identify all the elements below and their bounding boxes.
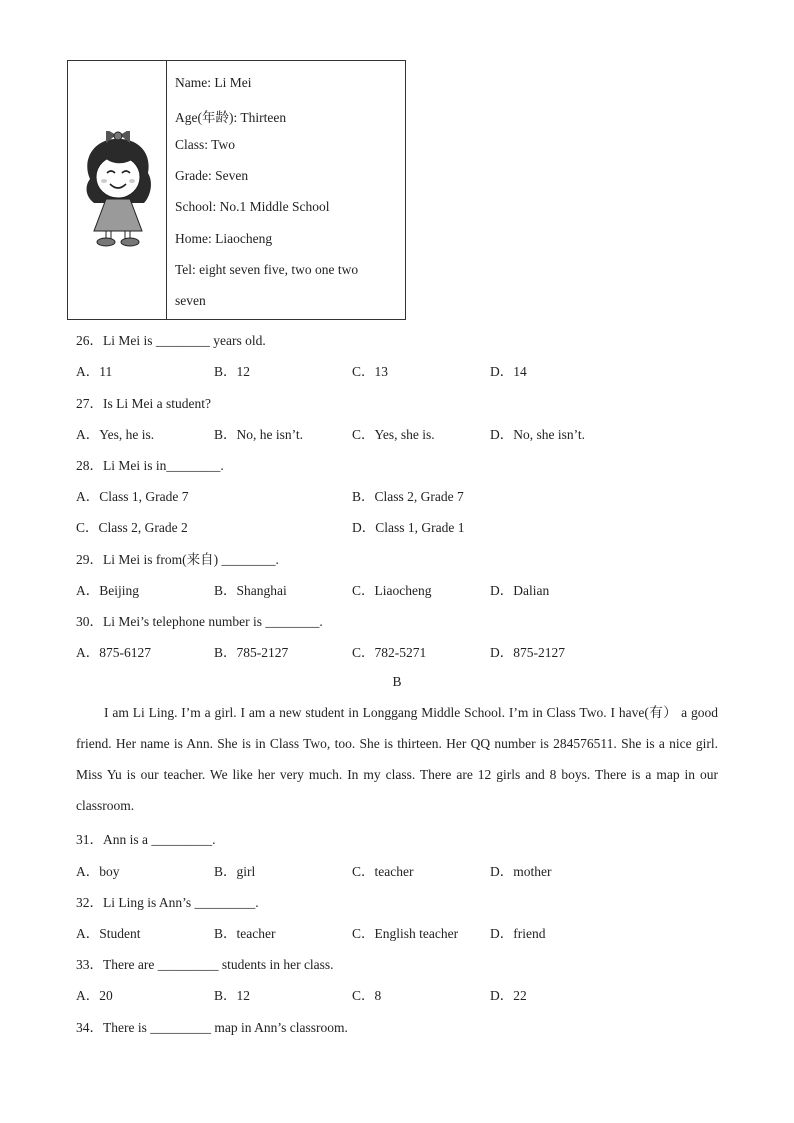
option-q27-b[interactable]: B．No, he isn’t. (214, 427, 304, 442)
option-q31-b[interactable]: B．girl (214, 864, 256, 879)
option-q33-b[interactable]: B．12 (214, 988, 251, 1003)
option-q27-a[interactable]: A．Yes, he is. (76, 427, 155, 442)
option-q27-c[interactable]: C．Yes, she is. (352, 427, 435, 442)
option-q32-c[interactable]: C．English teacher (352, 926, 459, 941)
girl-cartoon-icon (76, 131, 160, 249)
option-q32-a[interactable]: A．Student (76, 926, 141, 941)
option-q26-a[interactable]: A．11 (76, 364, 113, 379)
option-q31-c[interactable]: C．teacher (352, 864, 414, 879)
profile-info-line: Name: Li Mei (175, 75, 252, 90)
option-q32-b[interactable]: B．teacher (214, 926, 276, 941)
option-q31-d[interactable]: D．mother (490, 864, 552, 879)
option-q26-d[interactable]: D．14 (490, 364, 527, 379)
option-q30-a[interactable]: A．875-6127 (76, 645, 151, 660)
profile-info-line: Age(年龄): Thirteen (175, 110, 287, 125)
option-q29-b[interactable]: B．Shanghai (214, 583, 287, 598)
option-q28-d[interactable]: D．Class 1, Grade 1 (352, 520, 465, 535)
profile-info-line: School: No.1 Middle School (175, 199, 330, 214)
question-q32: 32．Li Ling is Ann’s _________. (76, 895, 259, 910)
option-q29-d[interactable]: D．Dalian (490, 583, 550, 598)
option-q27-d[interactable]: D．No, she isn’t. (490, 427, 586, 442)
option-q30-b[interactable]: B．785-2127 (214, 645, 289, 660)
option-q33-c[interactable]: C．8 (352, 988, 382, 1003)
profile-card (67, 60, 406, 320)
question-q33: 33．There are _________ students in her class. (76, 957, 334, 972)
option-q30-c[interactable]: C．782-5271 (352, 645, 427, 660)
option-q26-b[interactable]: B．12 (214, 364, 251, 379)
option-q32-d[interactable]: D．friend (490, 926, 546, 941)
question-q29: 29．Li Mei is from(来自) ________. (76, 552, 279, 567)
option-q28-b[interactable]: B．Class 2, Grade 7 (352, 489, 464, 504)
option-q31-a[interactable]: A．boy (76, 864, 120, 879)
question-q31: 31．Ann is a _________. (76, 832, 216, 847)
section-b-label: B (392, 674, 402, 689)
option-q28-a[interactable]: A．Class 1, Grade 7 (76, 489, 189, 504)
profile-info-line: Home: Liaocheng (175, 231, 273, 246)
question-q30: 30．Li Mei’s telephone number is ________. (76, 614, 323, 629)
profile-info-line: Grade: Seven (175, 168, 249, 183)
option-q33-d[interactable]: D．22 (490, 988, 527, 1003)
option-q30-d[interactable]: D．875-2127 (490, 645, 565, 660)
question-q28: 28．Li Mei is in________. (76, 458, 224, 473)
section-b-paragraph: I am Li Ling. I’m a girl. I am a new student in Longgang Middle School. I’m in Class Two. I have(有） a good friend. Her name is Ann. She is in Class Two, too. She is thirteen. Her QQ number is 284576511. She is a nice girl. Miss Yu is our teacher. We like her very much. In my class. There are 12 girls and 8 boys. There is a map in our classroom. (76, 705, 718, 813)
option-q29-c[interactable]: C．Liaocheng (352, 583, 432, 598)
profile-info-line: Tel: eight seven five, two one two (175, 262, 359, 277)
profile-info-line: Class: Two (175, 137, 235, 152)
question-q27: 27．Is Li Mei a student? (76, 396, 211, 411)
profile-info-line: seven (175, 293, 206, 308)
card-divider (166, 61, 167, 319)
option-q33-a[interactable]: A．20 (76, 988, 113, 1003)
question-q34: 34．There is _________ map in Ann’s classroom. (76, 1020, 348, 1035)
option-q26-c[interactable]: C．13 (352, 364, 389, 379)
option-q28-c[interactable]: C．Class 2, Grade 2 (76, 520, 188, 535)
question-q26: 26．Li Mei is ________ years old. (76, 333, 266, 348)
option-q29-a[interactable]: A．Beijing (76, 583, 139, 598)
